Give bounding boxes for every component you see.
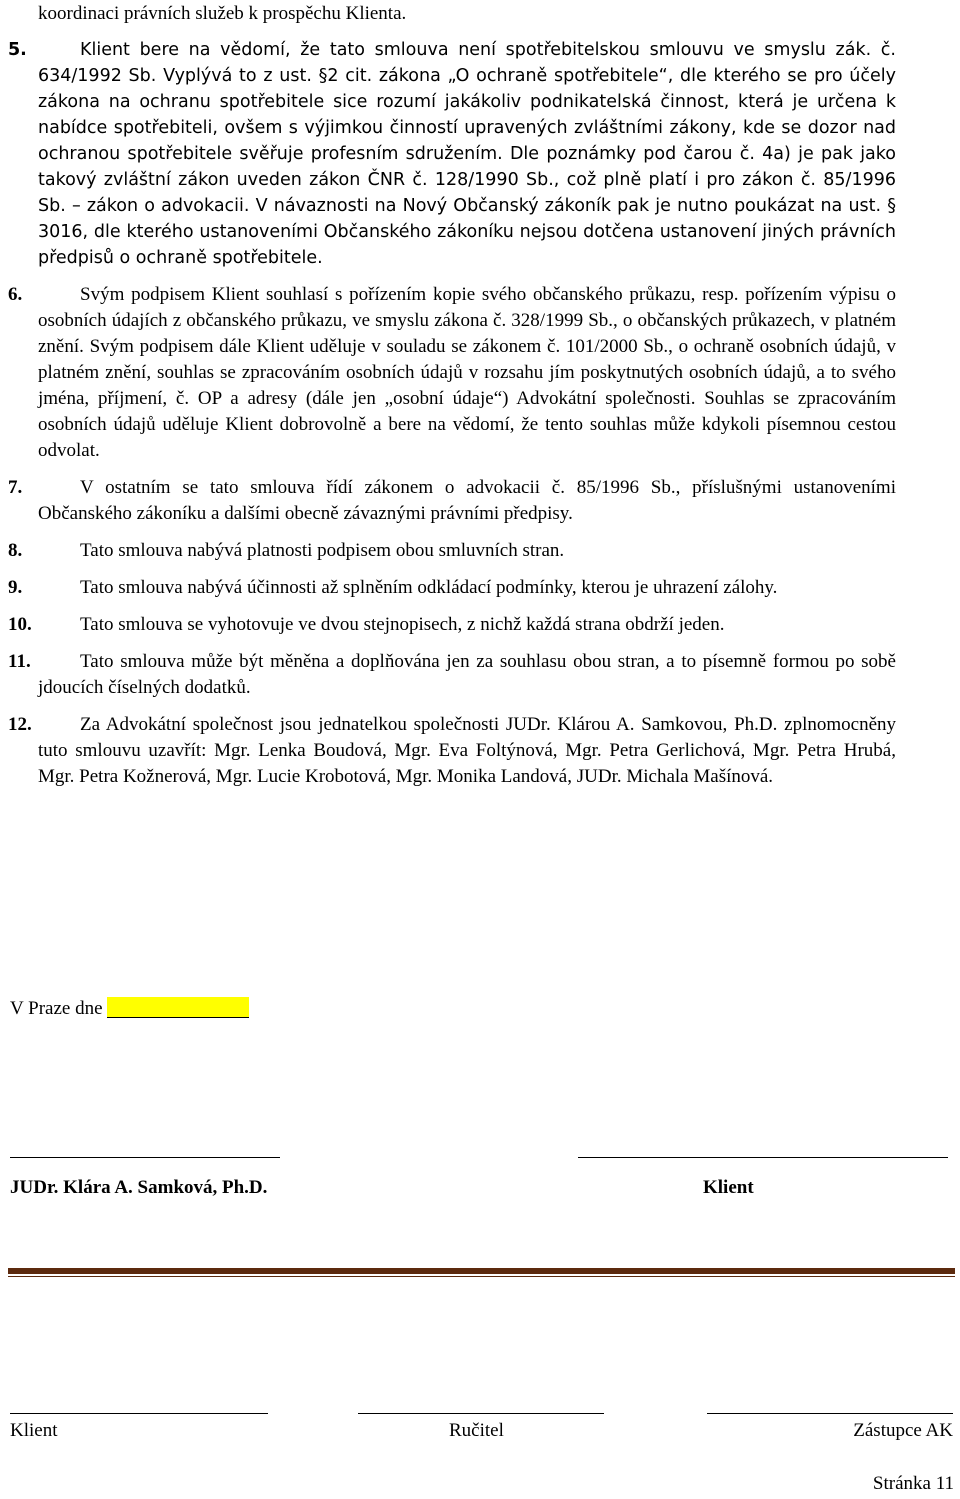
signature-label-representative: Zástupce AK	[853, 1420, 953, 1441]
clause-12	[8, 712, 896, 790]
signature-label-guarantor: Ručitel	[449, 1420, 504, 1441]
intro-line: koordinaci právních služeb k prospěchu Klienta.	[38, 3, 407, 24]
clause-number: 7.	[8, 477, 23, 498]
signature-name-client: Klient	[703, 1177, 754, 1198]
document-body	[8, 0, 896, 790]
place-label: V Praze dne	[10, 998, 103, 1019]
clause-number: 12.	[8, 714, 32, 735]
clause-6	[8, 282, 896, 464]
signature-line-guarantor	[358, 1413, 604, 1414]
clause-number: 9.	[8, 577, 23, 598]
separator-rule	[8, 1268, 955, 1274]
clause-number: 5.	[8, 40, 27, 60]
clause-10	[8, 612, 896, 638]
signature-label-client: Klient	[10, 1420, 58, 1441]
separator-rule-thin	[8, 1276, 955, 1277]
signature-line-client	[578, 1157, 948, 1158]
clause-number: 10.	[8, 614, 32, 635]
clause-text: Za Advokátní společnost jsou jednatelkou společnosti JUDr. Klárou A. Samkovou, Ph.D. zplnomocněny tuto smlouvu uzavřít: Mgr. Lenka Boudová, Mgr. Eva Foltýnová, Mgr. Petra Gerlichová, Mgr. Petra Hrubá, Mgr. Petra Kožnerová, Mgr. Lucie Krobotová, Mgr. Monika Landová, JUDr. Michala Mašínová.	[38, 714, 896, 787]
clause-number: 8.	[8, 540, 23, 561]
clause-text: Tato smlouva nabývá účinnosti až splněním odkládací podmínky, kterou je uhrazení zálohy.	[80, 577, 778, 598]
clause-text: Svým podpisem Klient souhlasí s pořízením kopie svého občanského průkazu, resp. pořízením výpisu o osobních údajích z občanského průkazu, ve smyslu zákona č. 328/1999 Sb., o občanských průkazech, v platném znění. Svým podpisem dále Klient uděluje v souladu se zákonem č. 101/2000 Sb., o ochraně osobních údajů, v platném znění, souhlas se zpracováním osobních údajů v rozsahu jím poskytnutých osobních údajů, a to svého jména, příjmení, č. OP a adresy (dále jen „osobní údaje“) Advokátní společnosti. Souhlas se zpracováním osobních údajů uděluje Klient dobrovolně a bere na vědomí, že tento souhlas může kdykoli písemnou cestou odvolat.	[38, 284, 896, 461]
clause-text: Tato smlouva může být měněna a doplňována jen za souhlasu obou stran, a to písemně formou po sobě jdoucích číselných dodatků.	[38, 651, 896, 698]
clause-9	[8, 575, 896, 601]
clause-text: Tato smlouva se vyhotovuje ve dvou stejnopisech, z nichž každá strana obdrží jeden.	[80, 614, 725, 635]
clause-7	[8, 475, 896, 527]
signature-line-advocate	[10, 1157, 280, 1158]
clause-8	[8, 538, 896, 564]
date-highlight	[107, 997, 249, 1017]
date-blank[interactable]	[107, 996, 249, 1018]
clause-11	[8, 649, 896, 701]
signature-line-bottom-client	[10, 1413, 268, 1414]
clause-5	[8, 37, 896, 271]
clause-text: V ostatním se tato smlouva řídí zákonem o advokacii č. 85/1996 Sb., příslušnými ustanoveními Občanského zákoníku a dalšími obecně závaznými právními předpisy.	[38, 477, 896, 524]
clause-text: Klient bere na vědomí, že tato smlouva není spotřebitelskou smlouvu ve smyslu zák. č. 634/1992 Sb. Vyplývá to z ust. §2 cit. zákona „O ochraně spotřebitele“, dle kterého se pro účely zákona na ochranu spotřebitele sice rozumí jakákoliv podnikatelská činnost, která je určena k nabídce spotřebiteli, ovšem s výjimkou činností upravených zvláštními zákony, kde se dozor nad ochranou spotřebitele svěřuje profesním sdružením. Dle poznámky pod čarou č. 4a) je pak jako takový zvláštní zákon uveden zákon ČNR č. 128/1990 Sb., což plně platí i pro zákon č. 85/1996 Sb. – zákon o advokacii. V návaznosti na Nový Občanský zákoník pak je nutno poukázat na ust. § 3016, dle kterého ustanoveními Občanského zákoníku nejsou dotčena ustanovení jiných právních předpisů o ochraně spotřebitele.	[38, 40, 896, 268]
signature-name-advocate: JUDr. Klára A. Samková, Ph.D.	[10, 1177, 268, 1198]
place-date-field	[10, 996, 249, 1020]
signature-line-representative	[707, 1413, 953, 1414]
clause-number: 6.	[8, 284, 23, 305]
clause-number: 11.	[8, 651, 31, 672]
page-number: Stránka 11	[872, 1473, 954, 1494]
clause-text: Tato smlouva nabývá platnosti podpisem obou smluvních stran.	[80, 540, 565, 561]
